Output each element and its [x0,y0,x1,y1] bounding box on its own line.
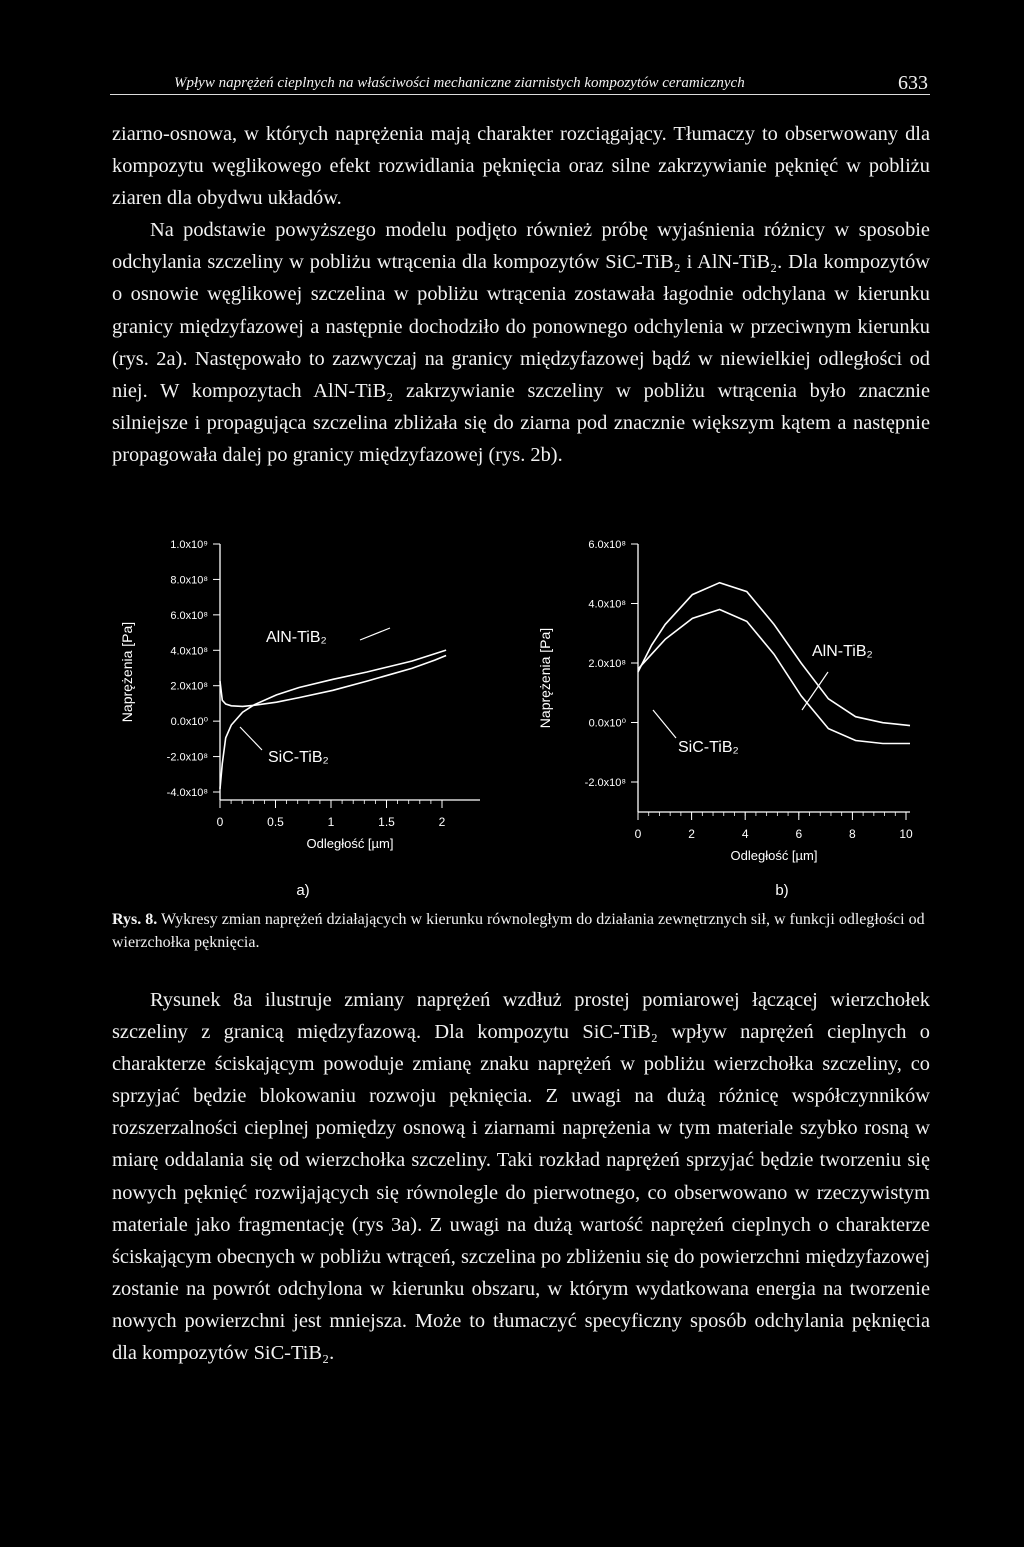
series-leader-line [240,727,262,750]
series-leader-line [360,628,390,640]
x-tick-label: 0.5 [267,815,284,829]
series-line-sic-tib2 [638,610,910,744]
body-text-top [112,118,930,471]
series-line-sic-tib2 [220,650,446,789]
y-tick-label: 4.0x10⁸ [588,598,626,611]
x-axis-label: Odległość [µm] [730,848,818,863]
series-label: SiC-TiB₂ [268,749,329,766]
paragraph-2: Na podstawie powyższego modelu podjęto również próbę wyjaśnienia różnicy w sposobie odchylania szczeliny w pobliżu wtrącenia dla kompozytów SiC-TiB₂ i AlN-TiB₂. Dla kompozytów o osnowie węglikowej szczelina w pobliżu wtrącenia zostawała łagodnie odchylana w kierunku granicy międzyfazowej a następnie dochodziło do ponownego odchylenia w przeciwnym kierunku (rys. 2a). Następowało to zazwyczaj na granicy międzyfazowej bądź w niewielkiej odległości od niej. W kompozytach AlN-TiB₂ zakrzywianie szczeliny w pobliżu wtrącenia było znacznie silniejsze i propagująca szczelina zbliżała się do ziarna pod znacznie większym kątem a następnie propagowała dalej po granicy międzyfazowej (rys. 2b). [112,219,930,466]
panel-b [537,539,913,899]
x-tick-label: 2 [688,827,695,841]
y-tick-label: 6.0x10⁸ [170,609,208,622]
x-axis-label: Odległość [µm] [306,836,394,851]
paragraph-1: ziarno-osnowa, w których naprężenia mają charakter rozciągający. Tłumaczy to obserwowany dla kompozytu węglikowego efekt rozwidlania pęknięcia oraz silne zakrzywianie pęknięć w pobliżu ziaren dla obydwu układów. [112,123,930,210]
running-title: Wpływ naprężeń cieplnych na właściwości mechaniczne ziarnistych kompozytów ceramicznych [174,75,745,91]
running-header [110,72,930,95]
panel-label: b) [775,882,789,899]
body-text-bottom [112,984,930,1369]
series-label: SiC-TiB₂ [678,739,739,756]
x-tick-label: 0 [216,815,224,829]
x-tick-label: 2 [438,815,446,829]
y-tick-label: 0.0x10⁰ [170,716,208,729]
y-tick-label: 2.0x10⁸ [588,658,626,670]
y-tick-label: 8.0x10⁸ [170,574,208,587]
series-label: AlN-TiB₂ [812,643,873,660]
caption-text: Wykresy zmian naprężeń działających w kierunku równoległym do działania zewnętrznych sił, w funkcji odległości od wierzchołka pęknięcia. [112,911,925,951]
caption-label: Rys. 8. [112,911,158,928]
y-tick-label: 6.0x10⁸ [588,539,626,551]
x-tick-label: 0 [634,827,642,841]
y-axis-label: Naprężenia [Pa] [119,621,135,723]
y-tick-label: -2.0x10⁸ [166,751,208,764]
series-leader-line [653,710,676,738]
x-tick-label: 1.5 [378,815,395,829]
figure-caption [112,908,930,954]
y-tick-label: 4.0x10⁸ [170,645,208,658]
figure-8 [90,522,950,912]
y-tick-label: -2.0x10⁸ [584,777,626,789]
y-tick-label: -4.0x10⁸ [166,787,208,799]
series-label: AlN-TiB₂ [266,629,327,646]
page-number: 633 [898,72,928,94]
x-tick-label: 10 [899,827,913,841]
panel-label: a) [296,882,310,899]
x-tick-label: 4 [741,827,749,841]
y-tick-label: 2.0x10⁸ [170,680,208,693]
series-line-aln-tib2 [220,656,446,707]
y-axis-label: Naprężenia [Pa] [537,627,553,729]
x-tick-label: 1 [327,815,335,829]
panel-a [119,539,480,899]
y-tick-label: 0.0x10⁰ [588,717,626,730]
x-tick-label: 6 [795,827,803,841]
series-leader-line [802,672,828,710]
paragraph-3: Rysunek 8a ilustruje zmiany naprężeń wzdłuż prostej pomiarowej łączącej wierzchołek szczeliny z granicą międzyfazową. Dla kompozytu SiC-TiB₂ wpływ naprężeń cieplnych o charakterze ściskającym powoduje zmianę znaku naprężeń w pobliżu wierzchołka szczeliny, co sprzyjać będzie blokowaniu rozwoju pęknięcia. Z uwagi na dużą różnicę współczynników rozszerzalności cieplnej pomiędzy osnową i ziarnami naprężenia w tym materiale szybko rosną w miarę oddalania się od wierzchołka szczeliny. Taki rozkład naprężeń sprzyjać będzie tworzeniu się nowych pęknięć rozwijających się równolegle do pierwotnego, co obserwowano w rzeczywistym materiale jako fragmentację (rys 3a). Z uwagi na dużą wartość naprężeń cieplnych o charakterze ściskającym obecnych w pobliżu wtrąceń, szczelina po zbliżeniu się do powierzchni międzyfazowej zostanie na powrót odchylona w kierunku obszaru, w którym wydatkowana energia na tworzenie nowych powierzchni jest mniejsza. Może to tłumaczyć specyficzny sposób odchylania pęknięcia dla kompozytów SiC-TiB₂. [112,989,930,1365]
y-tick-label: 1.0x10⁹ [170,539,208,551]
x-tick-label: 8 [849,827,856,841]
